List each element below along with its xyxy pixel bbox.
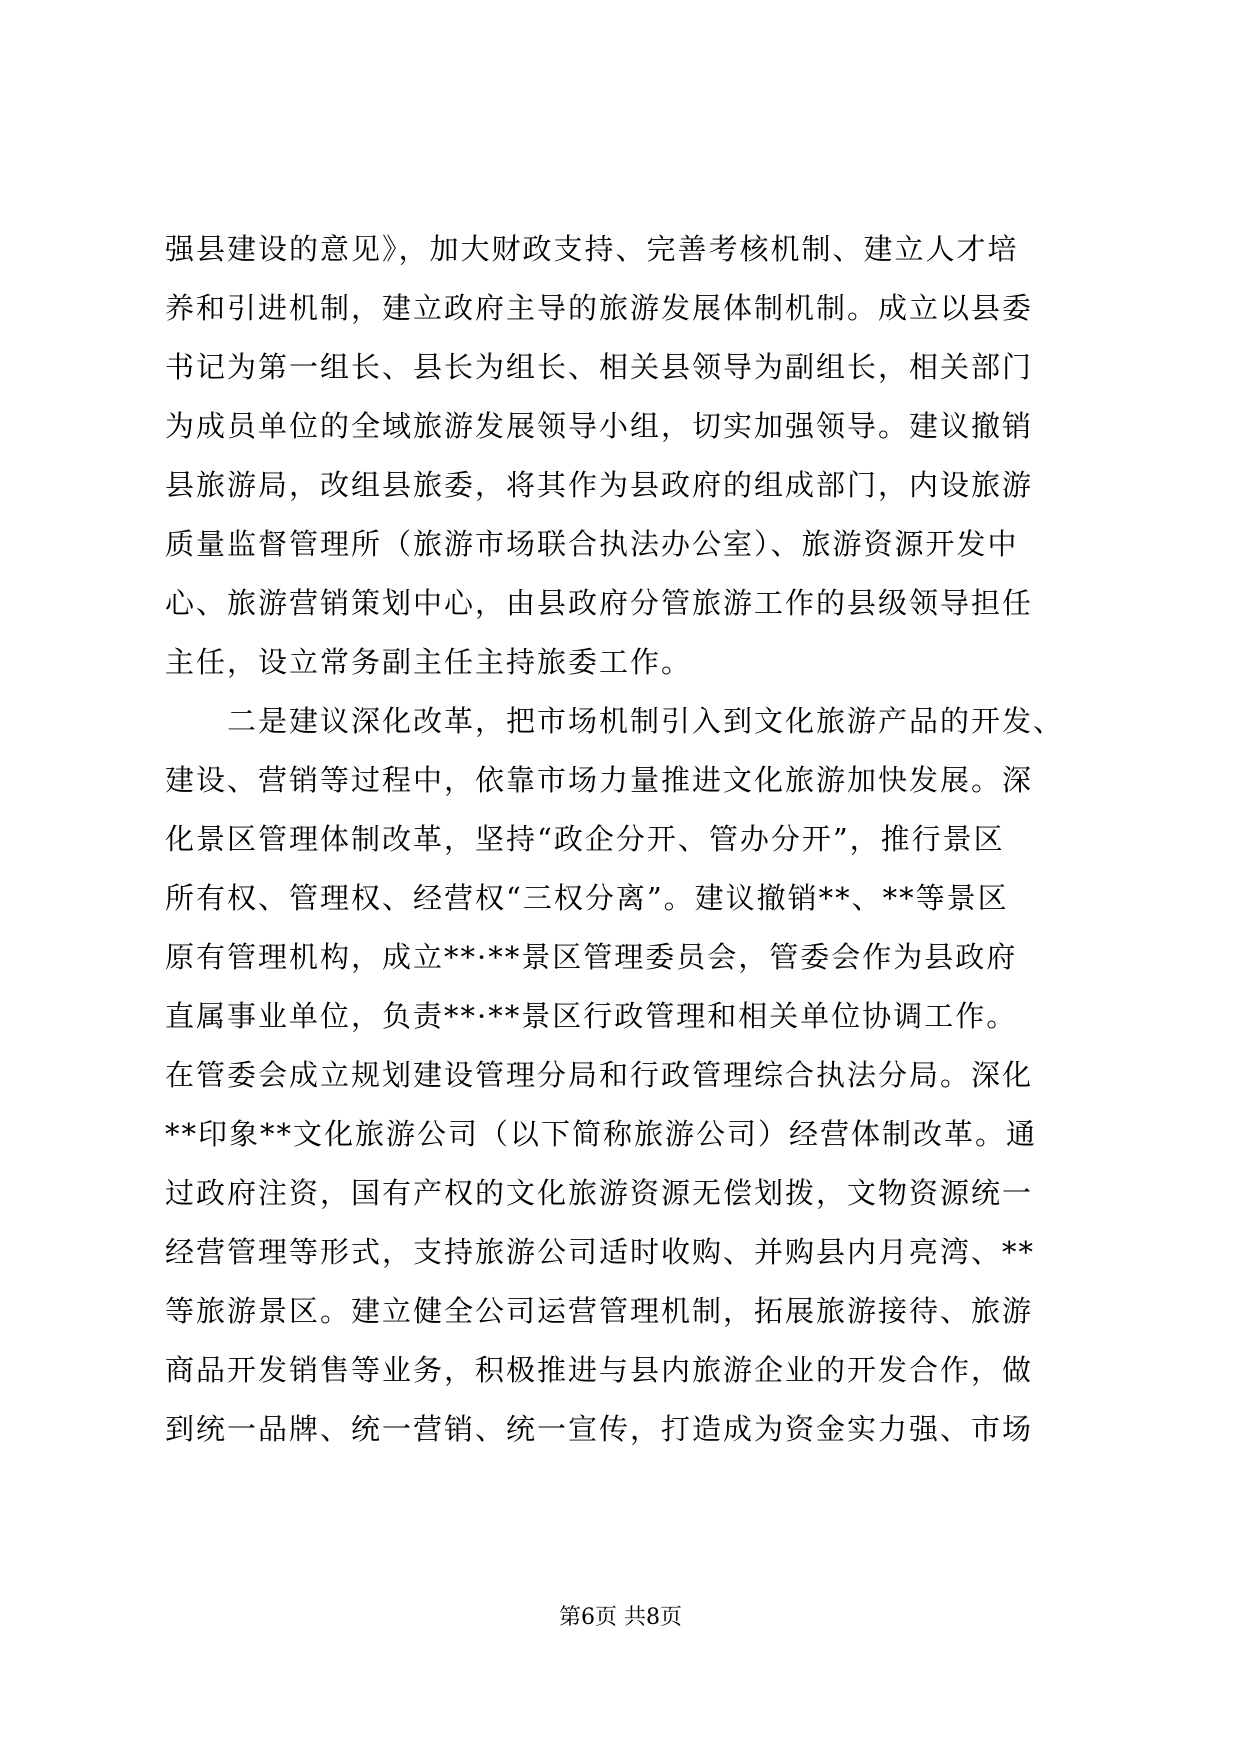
text-line: 化景区管理体制改革，坚持“政企分开、管办分开”，推行景区 bbox=[165, 822, 1005, 856]
text-line: 书记为第一组长、县长为组长、相关县领导为副组长，相关部门 bbox=[165, 350, 1034, 384]
text-line: 商品开发销售等业务，积极推进与县内旅游企业的开发合作，做 bbox=[165, 1353, 1034, 1387]
text-line: 过政府注资，国有产权的文化旅游资源无偿划拨，文物资源统一 bbox=[165, 1176, 1034, 1210]
text-line: 所有权、管理权、经营权“三权分离”。建议撤销**、**等景区 bbox=[165, 881, 1009, 915]
text-line: 强县建设的意见》，加大财政支持、完善考核机制、建立人才培 bbox=[165, 232, 1019, 266]
text-line: 建设、营销等过程中，依靠市场力量推进文化旅游加快发展。深 bbox=[165, 763, 1034, 797]
text-line: 在管委会成立规划建设管理分局和行政管理综合执法分局。深化 bbox=[165, 1058, 1034, 1092]
text-line: 县旅游局，改组县旅委，将其作为县政府的组成部门，内设旅游 bbox=[165, 468, 1034, 502]
text-line: **印象**文化旅游公司（以下简称旅游公司）经营体制改革。通 bbox=[165, 1117, 1038, 1151]
text-line: 质量监督管理所（旅游市场联合执法办公室）、旅游资源开发中 bbox=[165, 527, 1019, 561]
text-line: 原有管理机构，成立**·**景区管理委员会，管委会作为县政府 bbox=[165, 940, 1018, 974]
paragraph-first-line: 二是建议深化改革，把市场机制引入到文化旅游产品的开发、 bbox=[227, 704, 1065, 738]
text-line: 为成员单位的全域旅游发展领导小组，切实加强领导。建议撤销 bbox=[165, 409, 1034, 443]
text-line: 等旅游景区。建立健全公司运营管理机制，拓展旅游接待、旅游 bbox=[165, 1294, 1034, 1328]
text-line: 经营管理等形式，支持旅游公司适时收购、并购县内月亮湾、** bbox=[165, 1235, 1036, 1269]
text-line: 到统一品牌、统一营销、统一宣传，打造成为资金实力强、市场 bbox=[165, 1412, 1034, 1446]
text-line: 养和引进机制，建立政府主导的旅游发展体制机制。成立以县委 bbox=[165, 291, 1034, 325]
text-line: 心、旅游营销策划中心，由县政府分管旅游工作的县级领导担任 bbox=[165, 586, 1034, 620]
text-line: 主任，设立常务副主任主持旅委工作。 bbox=[165, 645, 693, 679]
page-number-footer: 第6页 共8页 bbox=[559, 1605, 682, 1630]
text-line: 直属事业单位，负责**·**景区行政管理和相关单位协调工作。 bbox=[165, 999, 1018, 1033]
